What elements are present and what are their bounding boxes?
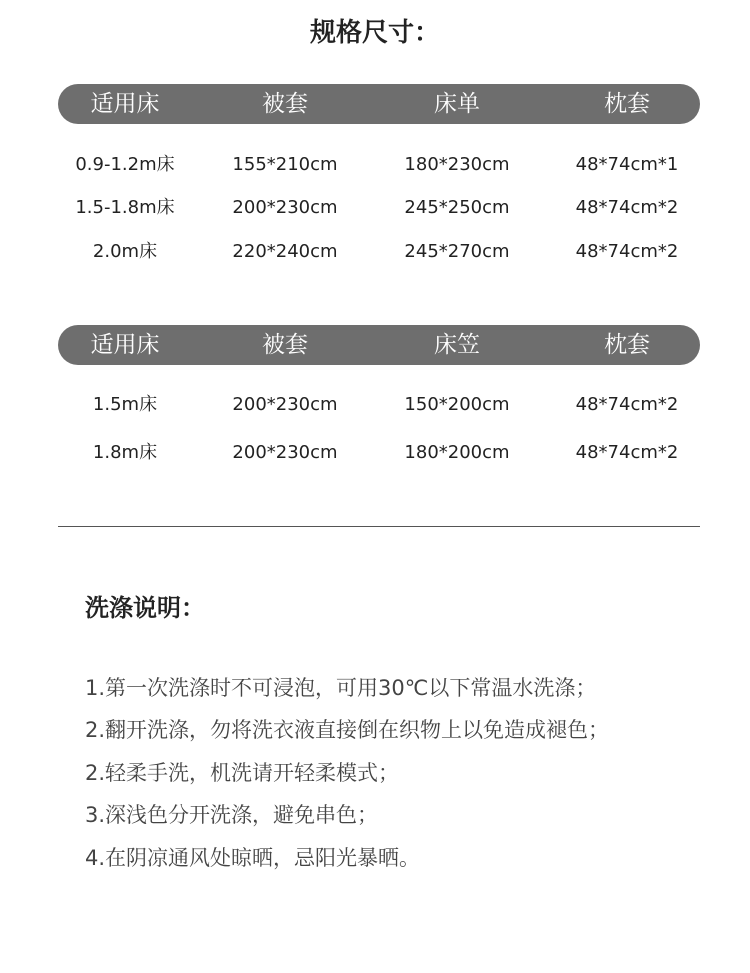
cell: 220*240cm	[232, 241, 338, 262]
cell: 245*270cm	[404, 241, 510, 262]
table-row	[58, 150, 700, 180]
table-row	[58, 390, 700, 420]
table1-header	[58, 84, 700, 124]
header-cell: 床笠	[434, 332, 480, 358]
header-cell: 床单	[434, 91, 480, 117]
header-cell: 被套	[262, 332, 308, 358]
cell: 155*210cm	[232, 154, 338, 175]
cell: 245*250cm	[404, 197, 510, 218]
cell: 200*230cm	[232, 394, 338, 415]
header-cell: 枕套	[604, 332, 650, 358]
cell: 180*230cm	[404, 154, 510, 175]
wash-item: 1.第一次洗涤时不可浸泡，可用30℃以下常温水洗涤；	[85, 676, 597, 700]
cell: 200*230cm	[232, 197, 338, 218]
cell: 48*74cm*2	[575, 394, 679, 415]
header-cell: 枕套	[604, 91, 650, 117]
table-row	[58, 237, 700, 267]
divider	[58, 526, 700, 527]
header-cell: 适用床	[90, 332, 160, 358]
table-row	[58, 438, 700, 468]
cell: 0.9-1.2m床	[75, 154, 175, 175]
cell: 180*200cm	[404, 442, 510, 463]
cell: 48*74cm*2	[575, 241, 679, 262]
header-cell: 被套	[262, 91, 308, 117]
cell: 2.0m床	[92, 241, 158, 262]
table-row	[58, 193, 700, 223]
cell: 1.8m床	[92, 442, 158, 463]
cell: 1.5-1.8m床	[75, 197, 175, 218]
header-cell: 适用床	[90, 91, 160, 117]
cell: 48*74cm*2	[575, 197, 679, 218]
cell: 1.5m床	[92, 394, 158, 415]
wash-item: 2.轻柔手洗，机洗请开轻柔模式；	[85, 761, 400, 785]
wash-title: 洗涤说明：	[85, 594, 205, 622]
wash-item: 3.深浅色分开洗涤，避免串色；	[85, 803, 379, 827]
wash-item: 2.翻开洗涤，勿将洗衣液直接倒在织物上以免造成褪色；	[85, 718, 610, 742]
cell: 48*74cm*1	[575, 154, 679, 175]
cell: 48*74cm*2	[575, 442, 679, 463]
cell: 150*200cm	[404, 394, 510, 415]
cell: 200*230cm	[232, 442, 338, 463]
spec-title: 规格尺寸：	[309, 18, 440, 48]
table2-header	[58, 325, 700, 365]
wash-item: 4.在阴凉通风处晾晒，忌阳光暴晒。	[85, 846, 421, 870]
